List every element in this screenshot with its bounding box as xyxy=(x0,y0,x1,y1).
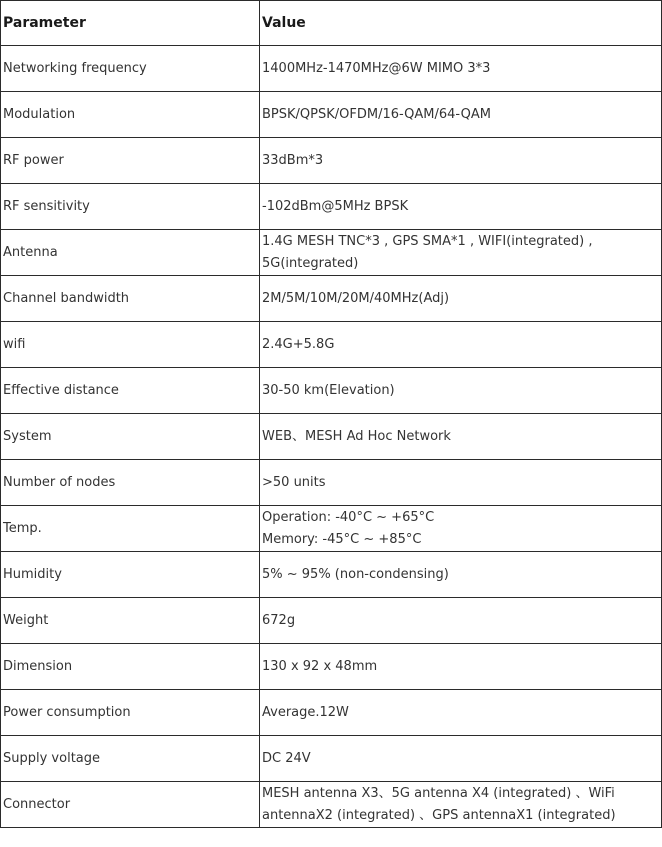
table-row xyxy=(1,644,662,690)
table-row xyxy=(1,736,662,782)
table-header-row xyxy=(1,1,662,46)
value-connector: MESH antenna X3、5G antenna X4 (integrated) 、WiFi antennaX2 (integrated) 、GPS antennaX1 (integrated) xyxy=(260,782,662,828)
table-row xyxy=(1,184,662,230)
param-effective-distance: Effective distance xyxy=(1,368,260,414)
table-row xyxy=(1,690,662,736)
table-row xyxy=(1,782,662,828)
value-weight: 672g xyxy=(260,598,662,644)
param-connector: Connector xyxy=(1,782,260,828)
param-supply-voltage: Supply voltage xyxy=(1,736,260,782)
table-row xyxy=(1,230,662,276)
param-weight: Weight xyxy=(1,598,260,644)
value-system: WEB、MESH Ad Hoc Network xyxy=(260,414,662,460)
table-row xyxy=(1,46,662,92)
param-humidity: Humidity xyxy=(1,552,260,598)
param-system: System xyxy=(1,414,260,460)
table-row xyxy=(1,598,662,644)
param-number-of-nodes: Number of nodes xyxy=(1,460,260,506)
param-dimension: Dimension xyxy=(1,644,260,690)
table-row xyxy=(1,506,662,552)
value-channel-bandwidth: 2M/5M/10M/20M/40MHz(Adj) xyxy=(260,276,662,322)
table-row xyxy=(1,552,662,598)
param-channel-bandwidth: Channel bandwidth xyxy=(1,276,260,322)
value-modulation: BPSK/QPSK/OFDM/16-QAM/64-QAM xyxy=(260,92,662,138)
param-temp: Temp. xyxy=(1,506,260,552)
value-rf-power: 33dBm*3 xyxy=(260,138,662,184)
header-parameter: Parameter xyxy=(1,1,260,46)
param-rf-power: RF power xyxy=(1,138,260,184)
value-dimension: 130 x 92 x 48mm xyxy=(260,644,662,690)
table-row xyxy=(1,92,662,138)
table-row xyxy=(1,368,662,414)
table-row xyxy=(1,322,662,368)
value-networking-frequency: 1400MHz-1470MHz@6W MIMO 3*3 xyxy=(260,46,662,92)
param-modulation: Modulation xyxy=(1,92,260,138)
header-value: Value xyxy=(260,1,662,46)
param-wifi: wifi xyxy=(1,322,260,368)
value-antenna: 1.4G MESH TNC*3 , GPS SMA*1 , WIFI(integrated) , 5G(integrated) xyxy=(260,230,662,276)
value-number-of-nodes: >50 units xyxy=(260,460,662,506)
table-row xyxy=(1,414,662,460)
param-power-consumption: Power consumption xyxy=(1,690,260,736)
value-power-consumption: Average.12W xyxy=(260,690,662,736)
param-rf-sensitivity: RF sensitivity xyxy=(1,184,260,230)
param-networking-frequency: Networking frequency xyxy=(1,46,260,92)
table-row xyxy=(1,138,662,184)
value-wifi: 2.4G+5.8G xyxy=(260,322,662,368)
value-supply-voltage: DC 24V xyxy=(260,736,662,782)
value-rf-sensitivity: -102dBm@5MHz BPSK xyxy=(260,184,662,230)
table-row xyxy=(1,276,662,322)
param-antenna: Antenna xyxy=(1,230,260,276)
table-row xyxy=(1,460,662,506)
value-effective-distance: 30-50 km(Elevation) xyxy=(260,368,662,414)
value-temp: Operation: -40°C ~ +65°C Memory: -45°C ~ +85°C xyxy=(260,506,662,552)
value-humidity: 5% ~ 95% (non-condensing) xyxy=(260,552,662,598)
